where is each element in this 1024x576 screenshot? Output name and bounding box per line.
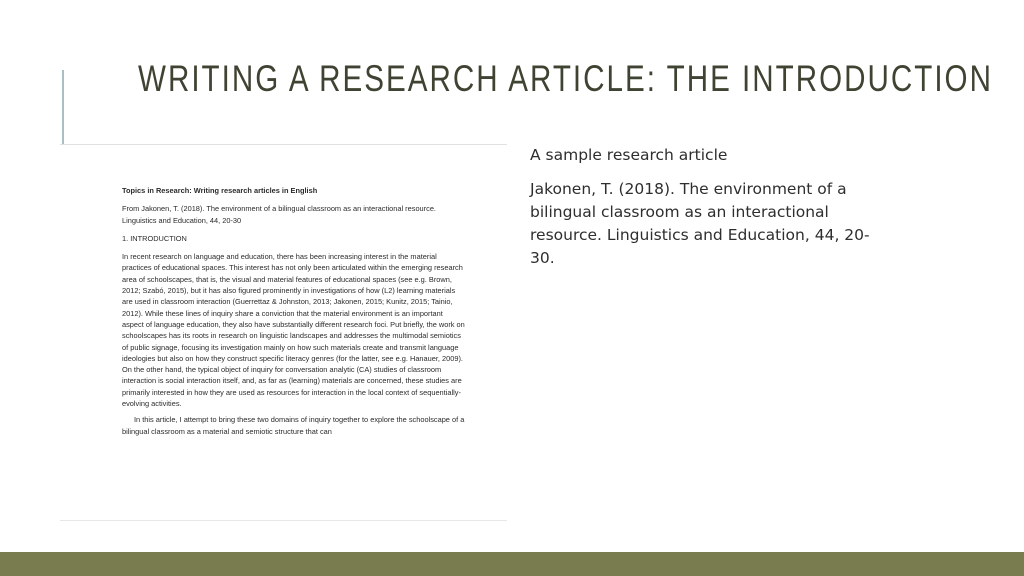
article-paragraph-2: In this article, I attempt to bring these two domains of inquiry together to explore the schoolscape of a bilingual classroom as a material and semiotic structure that can (122, 415, 465, 436)
slide-title: WRITING A RESEARCH ARTICLE: THE INTRODUCTION (138, 58, 993, 99)
article-course-heading: Topics in Research: Writing research articles in English (122, 186, 318, 195)
article-section-title: 1. INTRODUCTION (122, 233, 187, 243)
article-page (122, 185, 466, 442)
article-reference: Jakonen, T. (2018). The environment of a bilingual classroom as an interactional resource. Linguistics and Education, 44, 20-30. (530, 180, 870, 267)
article-source-line: From Jakonen, T. (2018). The environment of a bilingual classroom as an interactional resource. Linguistics and Education, 44, 20-30 (122, 204, 436, 225)
footer-bar (0, 552, 1024, 576)
sample-article-image (60, 144, 507, 521)
title-accent-line (62, 70, 64, 146)
article-description (530, 146, 890, 270)
article-caption: A sample research article (530, 146, 728, 164)
article-paragraph-1: In recent research on language and education, there has been increasing interest in the material practices of educational spaces. This interest has not only been articulated within the emerging research area of schoolscapes, that is, the visual and material features of educational spaces (see e.g. Brown, 2012; Szabó, 2015), but it has also figured prominently in investigations of how (L2) learning materials are used in classroom interaction (Guerrettaz & Johnston, 2013; Jakonen, 2015; Kunitz, 2015; Tainio, 2012). While these lines of inquiry share a conviction that the material environment is an important aspect of language education, they also have substantially different research foci. Put briefly, the work on schoolscapes has its roots in research on linguistic landscapes and addresses the multimodal semiotics of public signage, focusing its investigation mainly on how such materials create and transmit language ideologies but also on how they construct specific literacy genres (for the latter, see e.g. Hanauer, 2009). On the other hand, the typical object of inquiry for conversation analytic (CA) studies of classroom interaction is social interaction itself, and, as far as (learning) materials are concerned, these studies are primarily interested in how they are used as resources for interaction in the local context of sequentially-evolving activities. (122, 252, 465, 409)
